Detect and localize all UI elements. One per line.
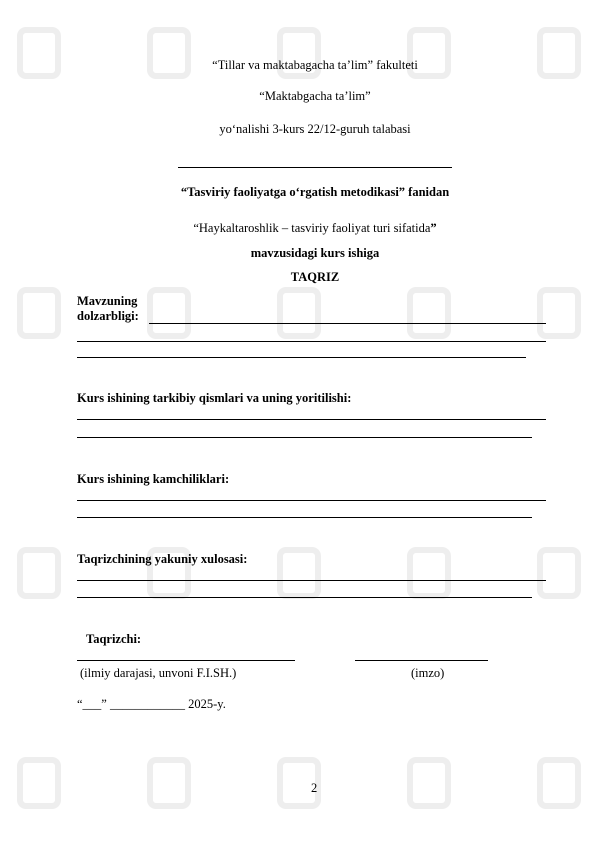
date-line: “___” ____________ 2025-y.: [77, 697, 226, 711]
conclusion-label: Taqrizchining yakuniy xulosasi:: [77, 552, 248, 566]
relevance-label-line1: Mavzuning: [77, 294, 138, 308]
relevance-fill-line-3[interactable]: [77, 357, 526, 358]
parts-label: Kurs ishining tarkibiy qismlari va uning yoritilishi:: [77, 391, 352, 405]
reviewer-label: Taqrizchi:: [86, 632, 142, 646]
topic-close-quote: ”: [430, 221, 437, 235]
parts-fill-line-2[interactable]: [77, 437, 532, 438]
conclusion-fill-line-2[interactable]: [77, 597, 532, 598]
faculty-line: “Tillar va maktabagacha ta’lim” fakulteti: [212, 58, 418, 72]
subject-line: “Tasviriy faoliyatga o‘rgatish metodikasi” fanidan: [180, 185, 450, 199]
reviewer-name-caption: (ilmiy darajasi, unvoni F.I.SH.): [80, 666, 237, 680]
conclusion-fill-line-1[interactable]: [77, 580, 546, 581]
program-line: “Maktabgacha ta’lim”: [259, 89, 371, 103]
topic-line: [0, 221, 595, 236]
topic-suffix: mavzusidagi kurs ishiga: [250, 246, 380, 260]
reviewer-signature-caption: (imzo): [411, 666, 445, 680]
shortcomings-fill-line-1[interactable]: [77, 500, 546, 501]
parts-fill-line-1[interactable]: [77, 419, 546, 420]
relevance-label-line2: dolzarbligi:: [77, 309, 139, 323]
relevance-fill-line-1[interactable]: [149, 323, 546, 324]
student-line: yo‘nalishi 3-kurs 22/12-guruh talabasi: [219, 122, 411, 136]
reviewer-signature-line[interactable]: [355, 660, 488, 661]
student-name-line: [178, 167, 452, 168]
relevance-fill-line-2[interactable]: [77, 341, 546, 342]
document-title: TAQRIZ: [290, 270, 340, 284]
reviewer-name-line[interactable]: [77, 660, 295, 661]
topic-text: “Haykaltaroshlik – tasviriy faoliyat turi sifatida: [193, 221, 431, 235]
shortcomings-label: Kurs ishining kamchiliklari:: [77, 472, 230, 486]
shortcomings-fill-line-2[interactable]: [77, 517, 532, 518]
page-number: 2: [311, 781, 318, 795]
